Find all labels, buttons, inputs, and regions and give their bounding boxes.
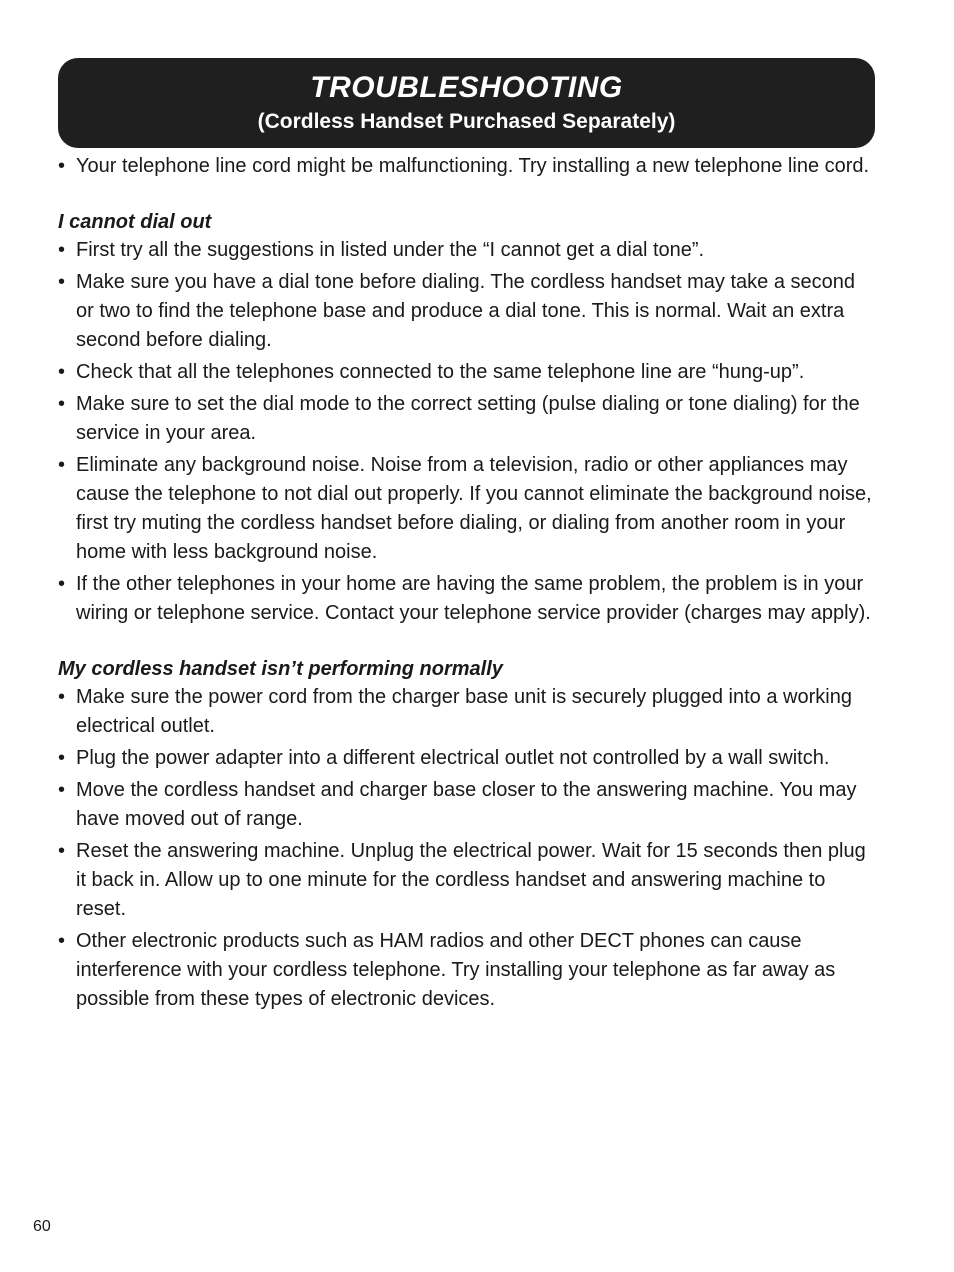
list-item [58, 837, 878, 924]
list-item-text: Make sure to set the dial mode to the correct setting (pulse dialing or tone dialing) for the service in your area. [76, 393, 860, 444]
list-item-text: Your telephone line cord might be malfunctioning. Try installing a new telephone line cord. [76, 155, 870, 177]
list-item-text: If the other telephones in your home are having the same problem, the problem is in your wiring or telephone service. Contact your telephone service provider (charges may apply). [76, 573, 871, 624]
bullet-icon: • [58, 393, 66, 415]
list-item [58, 152, 878, 181]
list-item-text: Reset the answering machine. Unplug the electrical power. Wait for 15 seconds then plug it back in. Allow up to one minute for the cordless handset and answering machine to reset. [76, 840, 866, 920]
page-subtitle: (Cordless Handset Purchased Separately) [257, 110, 676, 133]
bullet-icon: • [58, 930, 66, 952]
bullet-icon: • [58, 686, 66, 708]
handset-not-normal-bullet-list [58, 683, 878, 1014]
bullet-icon: • [58, 454, 66, 476]
list-item-text: Make sure the power cord from the charger base unit is securely plugged into a working electrical outlet. [76, 686, 852, 737]
list-item [58, 390, 878, 448]
bullet-icon: • [58, 573, 66, 595]
page-number: 60 [33, 1218, 51, 1235]
bullet-icon: • [58, 271, 66, 293]
intro-bullet-list [58, 152, 878, 181]
list-item [58, 451, 878, 567]
section-heading-cannot-dial-out: I cannot dial out [58, 211, 212, 233]
list-item-text: Plug the power adapter into a different electrical outlet not controlled by a wall switch. [76, 747, 830, 769]
list-item [58, 570, 878, 628]
list-item [58, 683, 878, 741]
main-content [58, 152, 878, 1017]
list-item-text: First try all the suggestions in listed under the “I cannot get a dial tone”. [76, 239, 705, 261]
bullet-icon: • [58, 779, 66, 801]
cannot-dial-out-bullet-list [58, 236, 878, 628]
bullet-icon: • [58, 747, 66, 769]
bullet-icon: • [58, 155, 66, 177]
list-item [58, 268, 878, 355]
list-item-text: Other electronic products such as HAM radios and other DECT phones can cause interference with your cordless telephone. Try installing your telephone as far away as possible from these types of electronic devices. [76, 930, 836, 1010]
list-item-text: Move the cordless handset and charger base closer to the answering machine. You may have moved out of range. [76, 779, 857, 830]
list-item [58, 358, 878, 387]
list-item-text: Make sure you have a dial tone before dialing. The cordless handset may take a second or two to find the telephone base and produce a dial tone. This is normal. Wait an extra second before dialing. [76, 271, 855, 351]
list-item [58, 236, 878, 265]
list-item-text: Check that all the telephones connected to the same telephone line are “hung-up”. [76, 361, 805, 383]
list-item [58, 744, 878, 773]
list-item [58, 776, 878, 834]
bullet-icon: • [58, 361, 66, 383]
section-heading-handset-not-normal: My cordless handset isn’t performing normally [58, 658, 503, 680]
bullet-icon: • [58, 239, 66, 261]
bullet-icon: • [58, 840, 66, 862]
list-item [58, 927, 878, 1014]
section-header-banner [58, 58, 875, 148]
list-item-text: Eliminate any background noise. Noise from a television, radio or other appliances may cause the telephone to not dial out properly. If you cannot eliminate the background noise, first try muting the cordless handset before dialing, or dialing from another room in your home with less background noise. [76, 454, 872, 563]
page-title: TROUBLESHOOTING [310, 71, 623, 104]
